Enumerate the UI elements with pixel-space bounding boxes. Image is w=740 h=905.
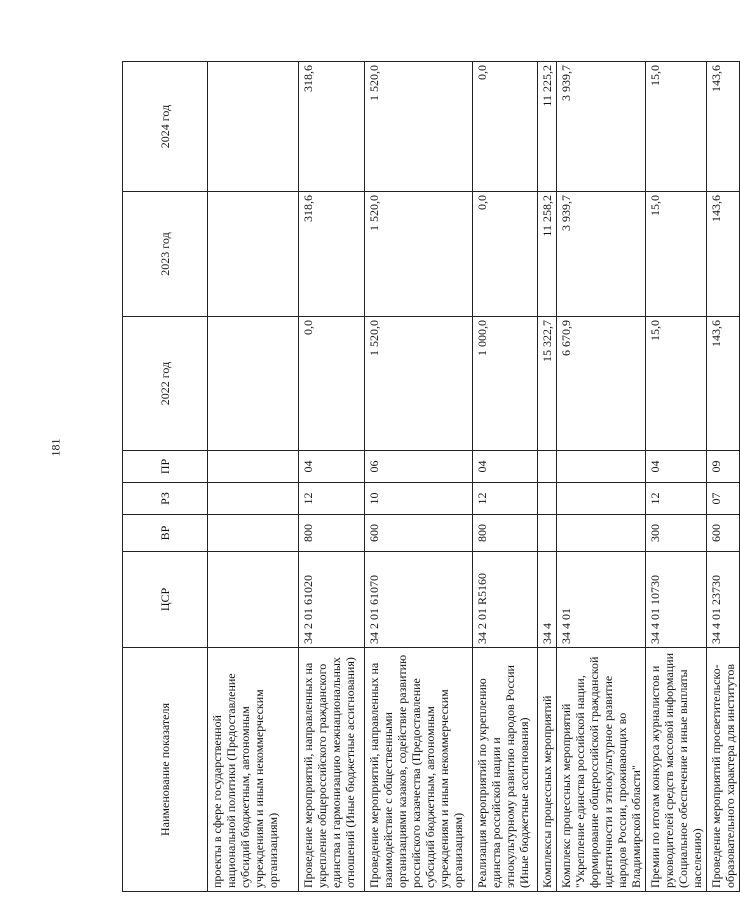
row-2022: 1 000,0 bbox=[473, 317, 538, 451]
table-row bbox=[473, 62, 538, 892]
row-pr: 04 bbox=[299, 451, 365, 483]
budget-table-rotated bbox=[122, 62, 737, 892]
row-2023: 1 520,0 bbox=[365, 192, 473, 317]
row-rz bbox=[538, 483, 557, 515]
row-rz: 10 bbox=[365, 483, 473, 515]
row-pr bbox=[208, 451, 299, 483]
header-vr: ВР bbox=[123, 515, 208, 552]
header-row bbox=[123, 62, 208, 892]
table-row bbox=[365, 62, 473, 892]
header-csr: ЦСР bbox=[123, 552, 208, 648]
row-vr: 800 bbox=[299, 515, 365, 552]
header-2023: 2023 год bbox=[123, 192, 208, 317]
row-csr: 34 2 01 61070 bbox=[365, 552, 473, 648]
row-csr: 34 2 01 61020 bbox=[299, 552, 365, 648]
header-name: Наименование показателя bbox=[123, 648, 208, 892]
row-pr: 09 bbox=[707, 451, 740, 483]
row-pr: 04 bbox=[473, 451, 538, 483]
row-rz bbox=[557, 483, 646, 515]
row-2024: 11 225,2 bbox=[538, 62, 557, 192]
header-rz: РЗ bbox=[123, 483, 208, 515]
row-vr: 600 bbox=[707, 515, 740, 552]
table-row bbox=[299, 62, 365, 892]
row-2023: 143,6 bbox=[707, 192, 740, 317]
row-vr: 800 bbox=[473, 515, 538, 552]
table-row bbox=[557, 62, 646, 892]
row-csr: 34 2 01 R5160 bbox=[473, 552, 538, 648]
row-rz: 12 bbox=[473, 483, 538, 515]
row-name: Комплекс процессных мероприятий "Укрепление единства российской нации, формирование общероссийской гражданской идентичности и этнокультурное развитие народов России, проживающих во Владимирской области" bbox=[557, 648, 646, 892]
row-2023 bbox=[208, 192, 299, 317]
page-number: 181 bbox=[48, 438, 63, 457]
row-vr bbox=[538, 515, 557, 552]
row-2024: 318,6 bbox=[299, 62, 365, 192]
row-2023: 11 258,2 bbox=[538, 192, 557, 317]
row-pr bbox=[557, 451, 646, 483]
row-vr bbox=[557, 515, 646, 552]
row-2023: 0,0 bbox=[473, 192, 538, 317]
row-name: Проведение мероприятий просветительско-образовательного характера для институтов bbox=[707, 648, 740, 892]
row-2024: 3 939,7 bbox=[557, 62, 646, 192]
row-name: проекты в сфере государственной национальной политики (Предоставление субсидий бюджетным, автономным учреждениям и иным некоммерческим организациям) bbox=[208, 648, 299, 892]
row-2023: 3 939,7 bbox=[557, 192, 646, 317]
row-2022: 1 520,0 bbox=[365, 317, 473, 451]
row-2024: 0,0 bbox=[473, 62, 538, 192]
row-2024: 1 520,0 bbox=[365, 62, 473, 192]
row-name: Реализация мероприятий по укреплению единства российской нации и этнокультурному развитию народов России (Иные бюджетные ассигнования) bbox=[473, 648, 538, 892]
row-csr: 34 4 bbox=[538, 552, 557, 648]
row-2023: 15,0 bbox=[646, 192, 707, 317]
row-rz: 07 bbox=[707, 483, 740, 515]
row-2024: 143,6 bbox=[707, 62, 740, 192]
table-row bbox=[646, 62, 707, 892]
row-pr: 04 bbox=[646, 451, 707, 483]
row-2023: 318,6 bbox=[299, 192, 365, 317]
row-rz bbox=[208, 483, 299, 515]
row-rz: 12 bbox=[299, 483, 365, 515]
row-csr bbox=[208, 552, 299, 648]
row-2022: 143,6 bbox=[707, 317, 740, 451]
row-2022: 6 670,9 bbox=[557, 317, 646, 451]
table-row bbox=[208, 62, 299, 892]
row-vr bbox=[208, 515, 299, 552]
row-2022: 15,0 bbox=[646, 317, 707, 451]
row-2024: 15,0 bbox=[646, 62, 707, 192]
header-2024: 2024 год bbox=[123, 62, 208, 192]
budget-table bbox=[122, 61, 740, 892]
row-vr: 600 bbox=[365, 515, 473, 552]
row-name: Проведение мероприятий, направленных на взаимодействие с общественными организациями казаков, содействие развитию российского казачества (Предоставление субсидий бюджетным, автономным учреждениям и иным некоммерческим организациям) bbox=[365, 648, 473, 892]
row-csr: 34 4 01 10730 bbox=[646, 552, 707, 648]
row-name: Премии по итогам конкурса журналистов и руководителей средств массовой информации (Социальное обеспечение и иные выплаты населению) bbox=[646, 648, 707, 892]
table-row bbox=[538, 62, 557, 892]
header-pr: ПР bbox=[123, 451, 208, 483]
header-2022: 2022 год bbox=[123, 317, 208, 451]
row-rz: 12 bbox=[646, 483, 707, 515]
row-name: Проведение мероприятий, направленных на укрепление общероссийского гражданского единства и гармонизацию межнациональных отношений (Иные бюджетные ассигнования) bbox=[299, 648, 365, 892]
row-csr: 34 4 01 bbox=[557, 552, 646, 648]
table-row bbox=[707, 62, 740, 892]
row-2022 bbox=[208, 317, 299, 451]
row-2024 bbox=[208, 62, 299, 192]
row-2022: 15 322,7 bbox=[538, 317, 557, 451]
row-vr: 300 bbox=[646, 515, 707, 552]
row-name: Комплексы процессных мероприятий bbox=[538, 648, 557, 892]
row-csr: 34 4 01 23730 bbox=[707, 552, 740, 648]
row-pr bbox=[538, 451, 557, 483]
row-2022: 0,0 bbox=[299, 317, 365, 451]
row-pr: 06 bbox=[365, 451, 473, 483]
